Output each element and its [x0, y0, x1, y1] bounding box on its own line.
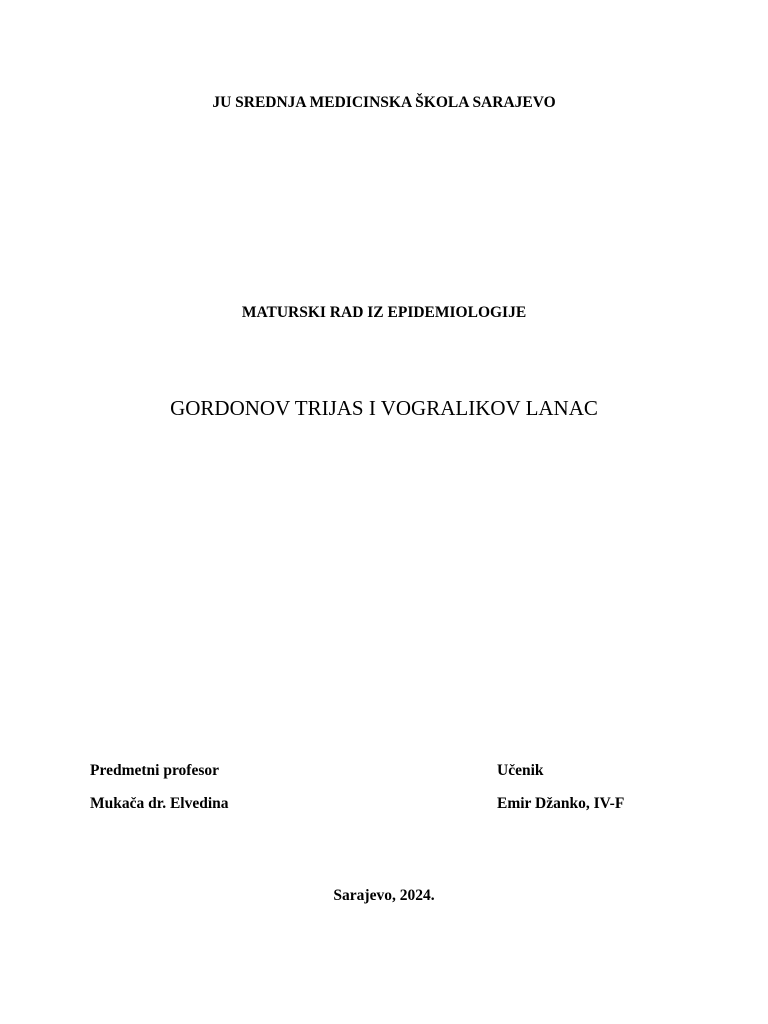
student-name: Emir Džanko, IV-F [497, 795, 625, 812]
professor-label: Predmetni profesor [90, 762, 219, 779]
place-and-date: Sarajevo, 2024. [333, 887, 435, 904]
school-name: JU SREDNJA MEDICINSKA ŠKOLA SARAJEVO [212, 94, 556, 111]
document-title: GORDONOV TRIJAS I VOGRALIKOV LANAC [170, 396, 598, 420]
student-label: Učenik [497, 762, 544, 779]
work-type-heading: MATURSKI RAD IZ EPIDEMIOLOGIJE [241, 304, 527, 321]
professor-name: Mukača dr. Elvedina [90, 795, 229, 812]
